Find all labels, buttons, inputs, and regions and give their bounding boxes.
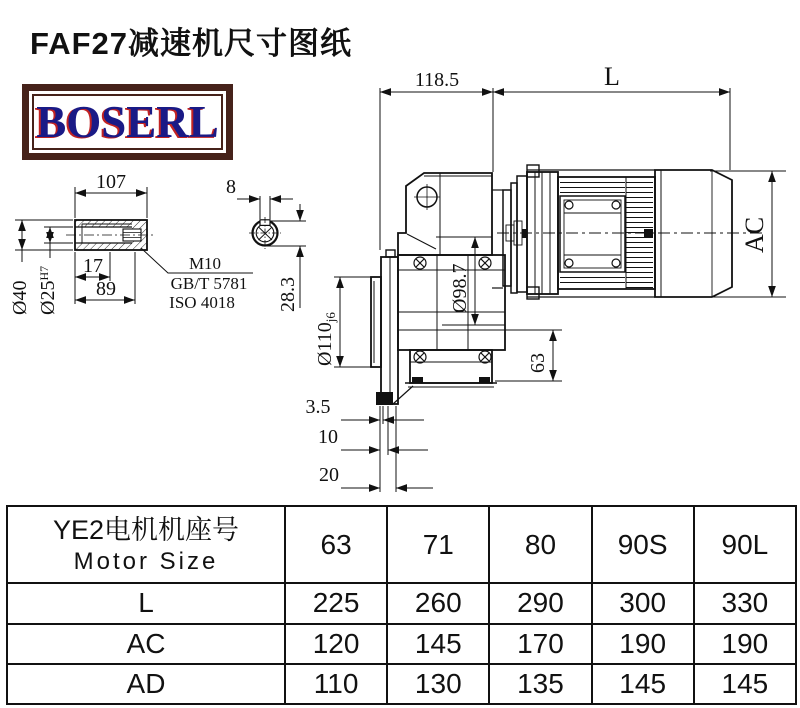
table-header-label-en: Motor Size	[73, 547, 219, 575]
boserl-logo-text: BOSERL	[36, 96, 219, 147]
dim-20-label: 20	[319, 464, 339, 486]
table-col-90l: 90L	[694, 506, 796, 583]
row-label-AD: AD	[7, 664, 285, 704]
dim-283-label: 28.3	[277, 277, 299, 312]
dim-40-label: Ø40	[9, 280, 31, 315]
table-cell: 120	[285, 624, 387, 664]
thread-note-gbt: GB/T 5781	[170, 274, 248, 293]
shaft-section-view	[66, 220, 156, 250]
row-label-L: L	[7, 583, 285, 623]
table-cell: 300	[592, 583, 694, 623]
dim-118-5-label: 118.5	[414, 69, 460, 91]
main-dimension-labels	[306, 62, 770, 486]
row-label-AC: AC	[7, 624, 285, 664]
dim-AC-label: AC	[740, 216, 769, 253]
table-cell: 135	[489, 664, 591, 704]
dim-L-label: L	[604, 62, 620, 91]
table-row-AC	[7, 624, 796, 664]
motor-body	[527, 165, 655, 299]
table-cell: 190	[592, 624, 694, 664]
thread-note-iso: ISO 4018	[169, 293, 235, 312]
motor-size-table	[6, 505, 797, 705]
table-cell: 110	[285, 664, 387, 704]
table-cell: 130	[387, 664, 489, 704]
dim-10-label: 10	[318, 426, 338, 448]
dim-107-label: 107	[96, 171, 126, 193]
table-header-label-cn: YE2电机机座号	[52, 515, 240, 545]
dim-25-label: $Ø25^{H7}$	[37, 265, 59, 315]
table-col-71: 71	[387, 506, 489, 583]
motor-adapter	[492, 176, 527, 293]
dim-3-5-label: 3.5	[305, 396, 331, 418]
table-cell: 260	[387, 583, 489, 623]
dim-17-label: 17	[83, 255, 103, 277]
flange	[371, 250, 413, 405]
table-row-AD	[7, 664, 796, 704]
dim-98-7-label: Ø98.7	[449, 263, 471, 313]
table-cell: 225	[285, 583, 387, 623]
table-cell: 170	[489, 624, 591, 664]
dim-89-label: 89	[96, 278, 116, 300]
table-row-L	[7, 583, 796, 623]
dim-110-label: $Ø110_{j6}$	[314, 312, 338, 366]
table-cell: 330	[694, 583, 796, 623]
page-title: FAF27减速机尺寸图纸	[30, 26, 353, 61]
fan-cowl	[655, 170, 732, 297]
main-dimensions	[334, 88, 786, 492]
table-cell: 145	[694, 664, 796, 704]
dim-63-label: 63	[527, 353, 549, 373]
table-cell: 145	[592, 664, 694, 704]
table-col-63: 63	[285, 506, 387, 583]
table-cell: 290	[489, 583, 591, 623]
thread-note-m10: M10	[188, 254, 222, 273]
table-col-90s: 90S	[592, 506, 694, 583]
table-cell: 145	[387, 624, 489, 664]
dim-8-label: 8	[226, 176, 236, 198]
table-header-label	[7, 506, 285, 583]
table-cell: 190	[694, 624, 796, 664]
table-col-80: 80	[489, 506, 591, 583]
shaft-end-view	[249, 217, 281, 249]
table-header-row	[7, 506, 796, 583]
